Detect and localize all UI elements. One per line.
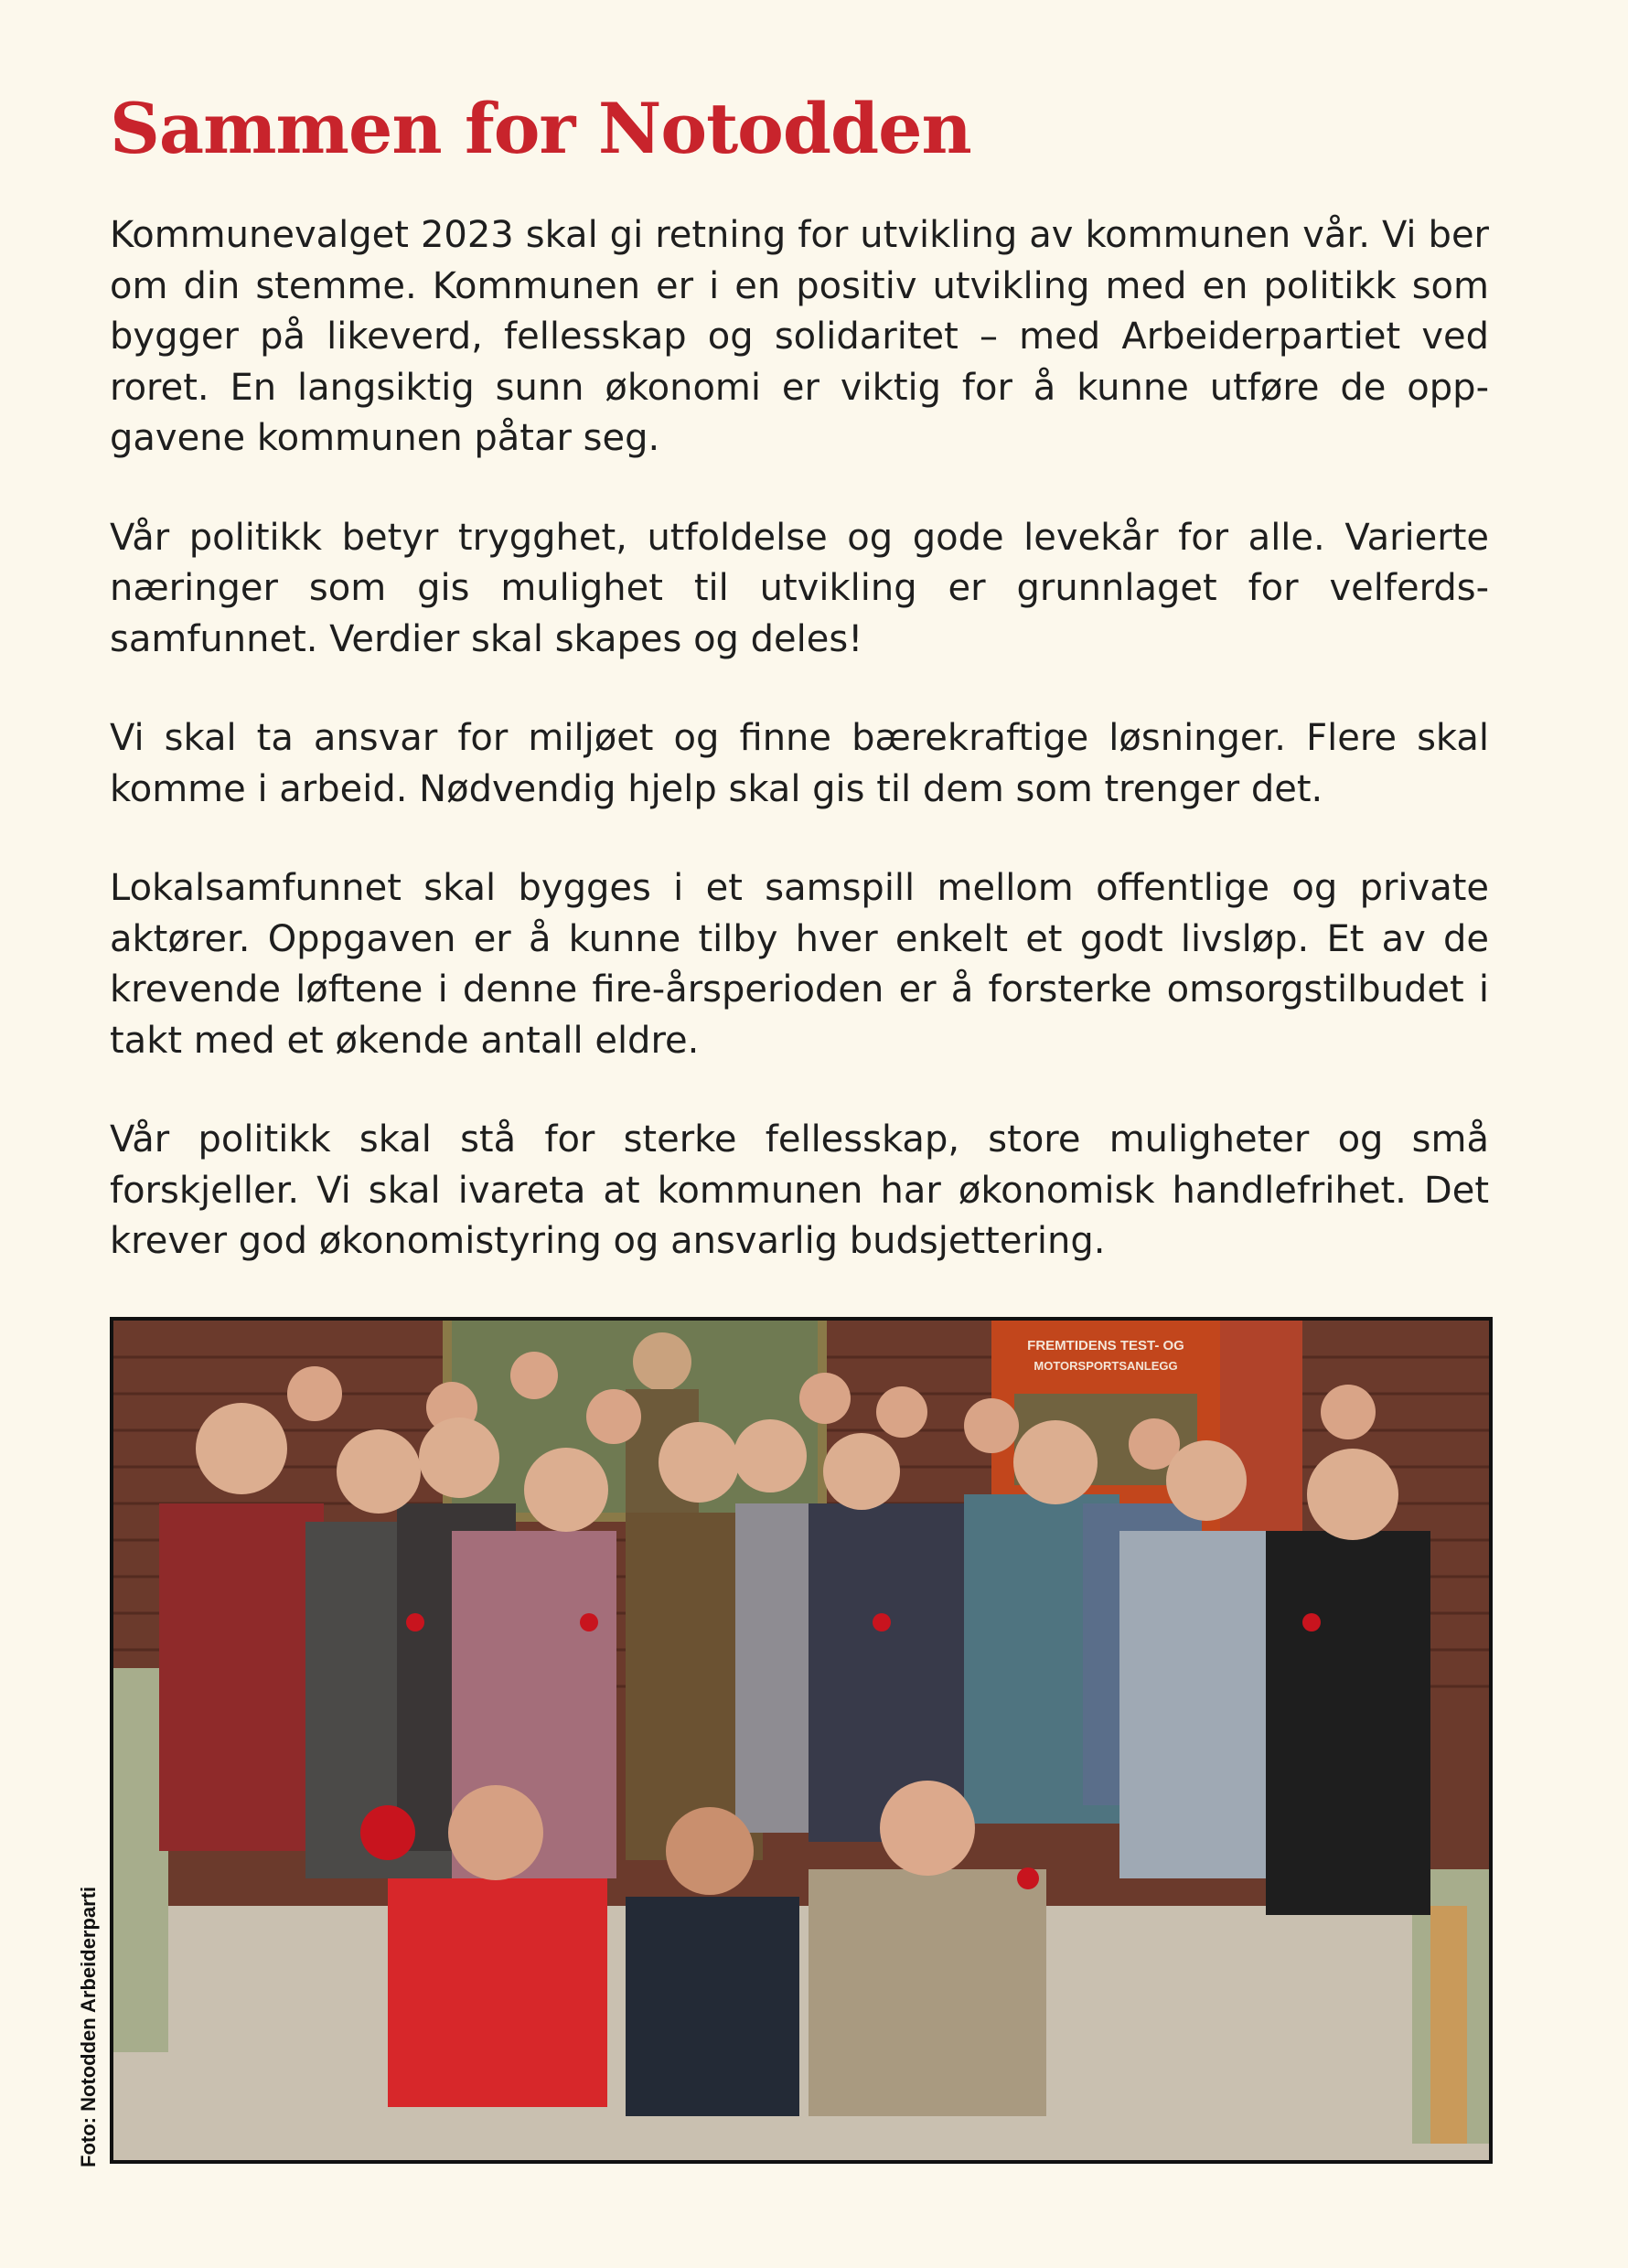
banner-line-1: FREMTIDENS TEST- OG [1027, 1338, 1184, 1353]
group-photo [110, 1317, 1493, 2164]
paragraph-4: Lokalsamfunnet skal bygges i et samspill mellom offentlige og private aktører. Oppgaven er å kunne tilby hver enkelt et godt livsløp. Et av de krevende løftene i denne fire-årsperioden er å forsterke omsorgstilbudet i takt med et økende antall eldre. [110, 867, 1489, 1062]
paragraph-5: Vår politikk skal stå for sterke fellesskap, store muligheter og små forskjeller. Vi skal ivareta at kommunen har økonomisk handlefrihet. Det krever god økonomistyring og ansvarlig budsjettering. [110, 1118, 1489, 1262]
article-body [110, 210, 1489, 1316]
photo-credit: Foto: Notodden Arbeiderparti [77, 1886, 100, 2167]
paragraph-3: Vi skal ta ansvar for miljøet og finne bærekraftige løsninger. Flere skal komme i arbeid. Nødvendig hjelp skal gis til dem som trenger det. [110, 717, 1489, 810]
paragraph-1: Kommunevalget 2023 skal gi retning for utvikling av kommunen vår. Vi ber om din stemme. Kommunen er i en positiv utvikling med en politikk som bygger på likeverd, fellesskap og solidaritet – med Arbeiderpartiet ved roret. En langsiktig sunn økonomi er viktig for å kunne utføre de oppgavene kommunen påtar seg. [110, 214, 1489, 459]
paragraph-2: Vår politikk betyr trygghet, utfoldelse og gode levekår for alle. Varierte næringer som gis mulighet til utvikling er grunnlaget for velferdssamfunnet. Verdier skal skapes og deles! [110, 516, 1489, 660]
banner-line-2: MOTORSPORTSANLEGG [1034, 1359, 1178, 1373]
page-title: Sammen for Notodden [110, 88, 971, 169]
